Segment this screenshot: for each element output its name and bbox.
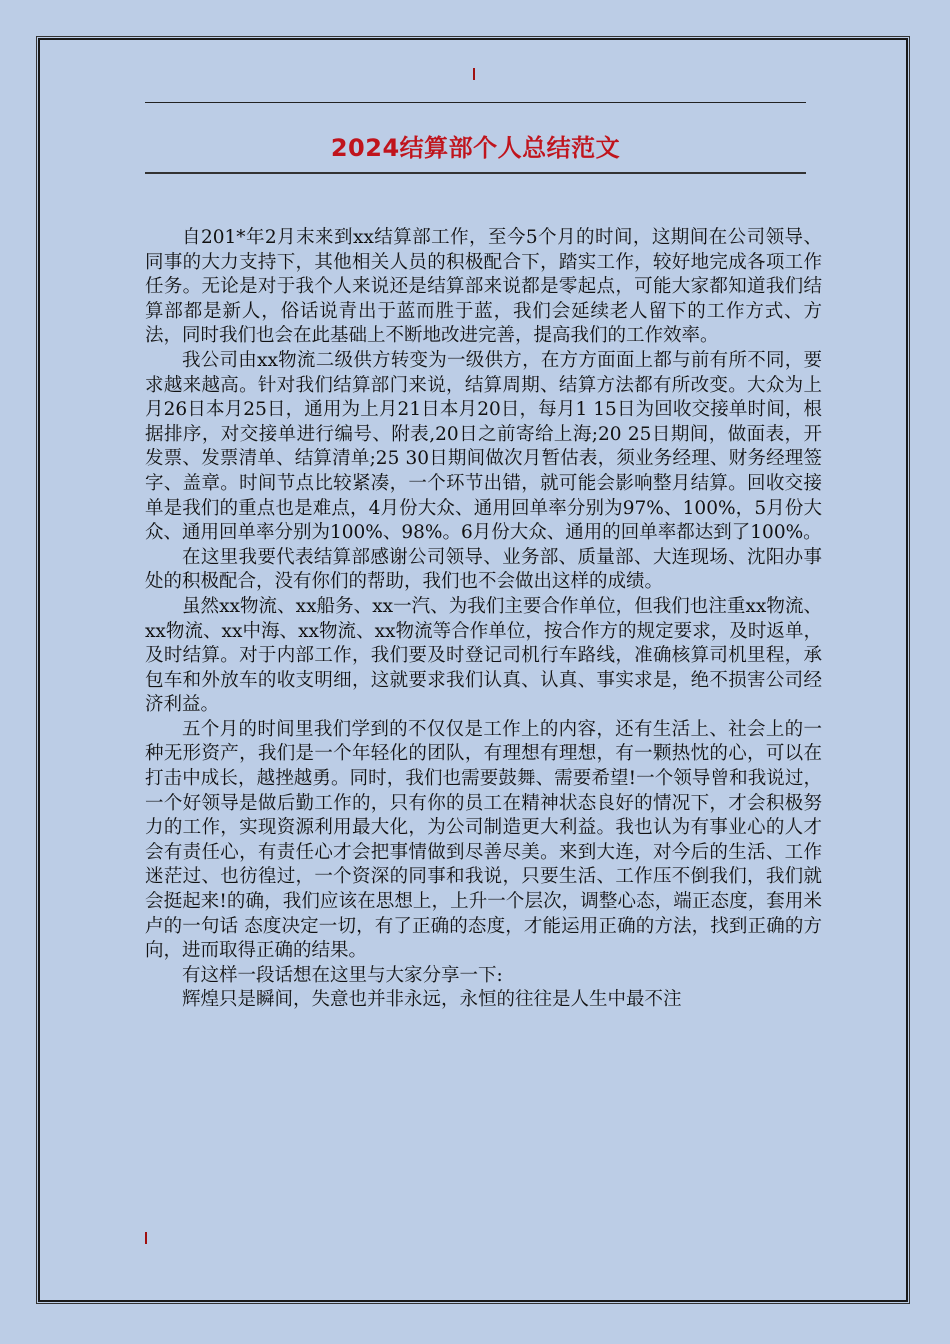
header-rule [145,102,806,103]
title-rule [145,172,806,174]
document-body [145,226,822,1013]
document-title: 2024结算部个人总结范文 [330,134,621,162]
paragraph-5: 五个月的时间里我们学到的不仅仅是工作上的内容，还有生活上、社会上的一种无形资产，我们是一个年轻化的团队，有理想有理想，有一颗热忱的心，可以在打击中成长，越挫越勇。同时，我们也需要鼓舞、需要希望!一个领导曾和我说过，一个好领导是做后勤工作的，只有你的员工在精神状态良好的情况下，才会积极努力的工作，实现资源利用最大化，为公司制造更大利益。我也认为有事业心的人才会有责任心，有责任心才会把事情做到尽善尽美。来到大连，对今后的生活、工作迷茫过、也彷徨过，一个资深的同事和我说，只要生活、工作压不倒我们，我们就会挺起来!的确，我们应该在思想上，上升一个层次，调整心态，端正态度，套用米卢的一句话 态度决定一切，有了正确的态度，才能运用正确的方法，找到正确的方向，进而取得正确的结果。 [145,718,822,962]
header-mark [473,68,475,80]
paragraph-6: 有这样一段话想在这里与大家分享一下: [182,964,503,986]
footer-mark [145,1232,147,1244]
paragraph-3: 在这里我要代表结算部感谢公司领导、业务部、质量部、大连现场、沈阳办事处的积极配合，没有你们的帮助，我们也不会做出这样的成绩。 [145,546,822,593]
paragraph-7: 辉煌只是瞬间，失意也并非永远，永恒的往往是人生中最不注 [182,989,682,1011]
paragraph-2: 我公司由xx物流二级供方转变为一级供方，在方方面面上都与前有所不同，要求越来越高。针对我们结算部门来说，结算周期、结算方法都有所改变。大众为上月26日本月25日，通用为上月21日本月20日，每月1 15日为回收交接单时间，根据排序，对交接单进行编号、附表,20日之前寄给上海;20 25日期间，做面表，开发票、发票清单、结算清单;25 30日期间做次月暂估表，须业务经理、财务经理签字、盖章。时间节点比较紧凑，一个环节出错，就可能会影响整月结算。回收交接单是我们的重点也是难点，4月份大众、通用回单率分别为97%、100%，5月份大众、通用回单率分别为100%、98%。6月份大众、通用的回单率都达到了100%。 [145,349,822,544]
paragraph-1: 自201*年2月末来到xx结算部工作，至今5个月的时间，这期间在公司领导、同事的大力支持下，其他相关人员的积极配合下，踏实工作，较好地完成各项工作任务。无论是对于我个人来说还是结算部来说都是零起点，可能大家都知道我们结算部都是新人，俗话说青出于蓝而胜于蓝，我们会延续老人留下的工作方式、方法，同时我们也会在此基础上不断地改进完善，提高我们的工作效率。 [145,227,822,347]
paragraph-4: 虽然xx物流、xx船务、xx一汽、为我们主要合作单位，但我们也注重xx物流、xx物流、xx中海、xx物流、xx物流等合作单位，按合作方的规定要求，及时返单，及时结算。对于内部工作，我们要及时登记司机行车路线，准确核算司机里程，承包车和外放车的收支明细，这就要求我们认真、认真、事实求是，绝不损害公司经济利益。 [145,595,822,716]
